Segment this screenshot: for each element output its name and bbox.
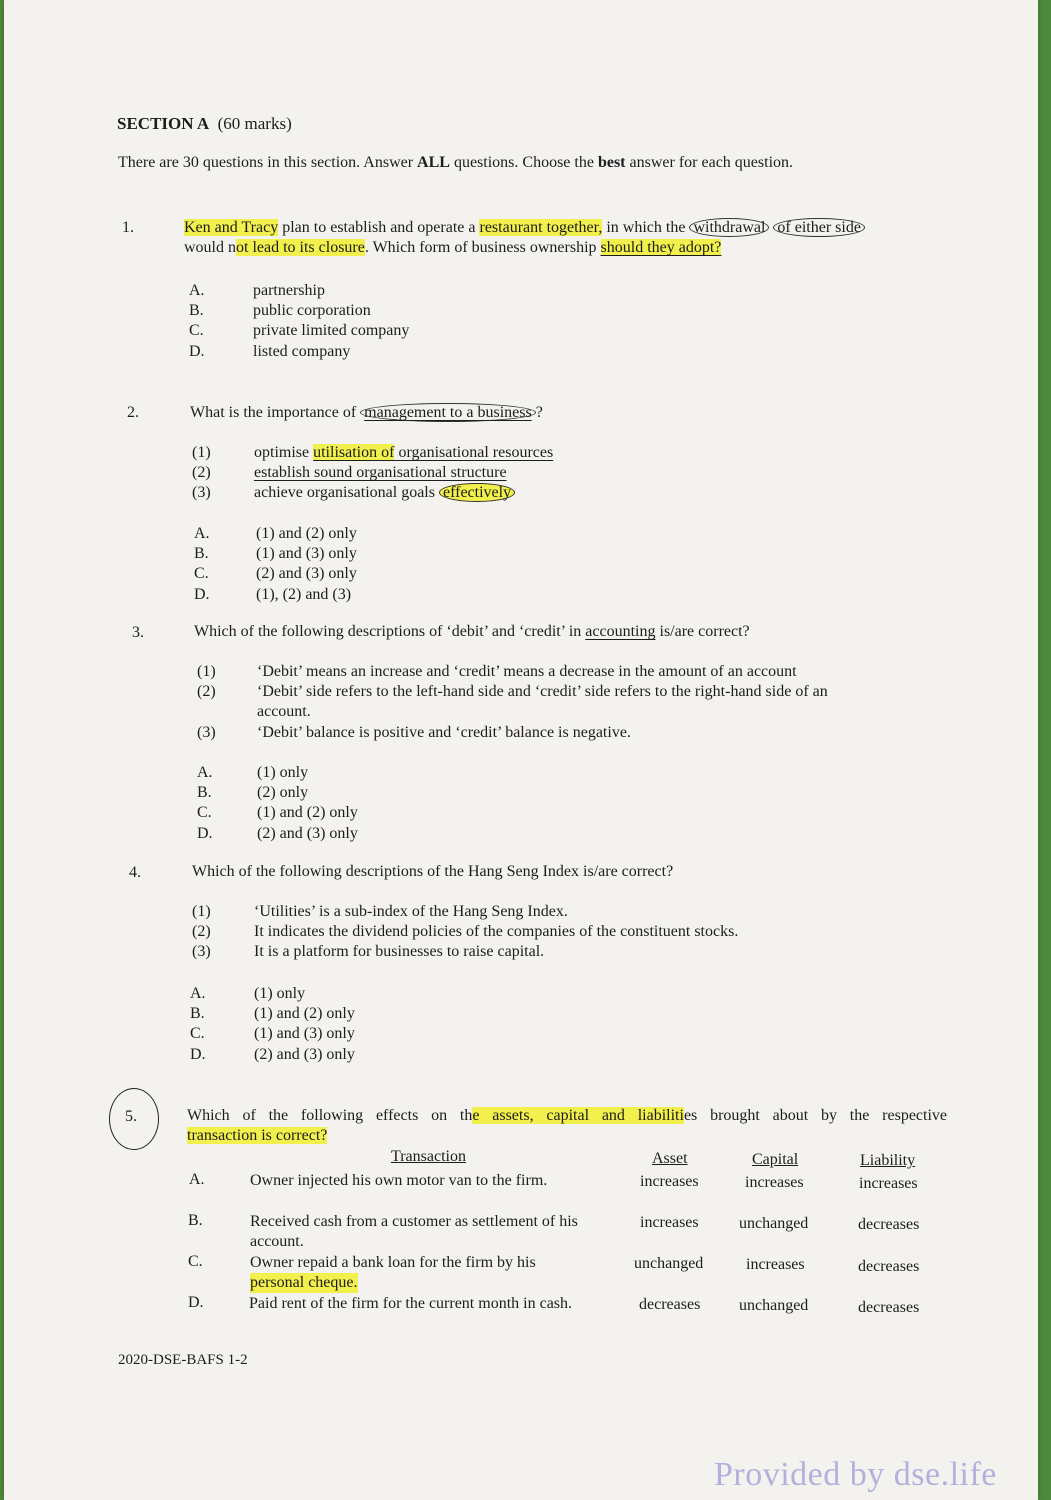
row-asset: increases — [640, 1214, 699, 1231]
option-text: (1) and (2) only — [257, 804, 358, 822]
statement-text: ‘Debit’ balance is positive and ‘credit’ balance is negative. — [257, 723, 631, 741]
stem-text: ? — [535, 404, 543, 421]
statement-number: (1) — [192, 903, 211, 920]
question-4-options — [190, 984, 355, 1065]
option-text: (1) and (2) only — [256, 525, 357, 542]
row-letter[interactable]: B. — [188, 1212, 203, 1229]
option-text: (1) only — [257, 764, 309, 781]
section-title — [117, 114, 292, 134]
question-1-stem — [184, 218, 865, 258]
statement-text: achieve organisational goals — [254, 484, 439, 502]
row-asset: increases — [640, 1173, 699, 1190]
option-text: (1) and (3) only — [256, 545, 357, 563]
option[interactable] — [190, 1024, 355, 1044]
row-capital: unchanged — [739, 1297, 809, 1314]
option[interactable] — [190, 1004, 355, 1024]
statement — [197, 662, 957, 682]
option-letter: D. — [190, 1045, 206, 1063]
statement-number: (2) — [192, 923, 211, 941]
question-number: 4. — [129, 864, 141, 881]
header-liability: Liability — [860, 1152, 916, 1169]
statement-text: establish sound organisational structure — [254, 464, 507, 482]
option[interactable] — [190, 1045, 355, 1065]
header-capital: Capital — [752, 1151, 799, 1168]
statement — [192, 922, 738, 942]
option-letter: B. — [190, 1005, 205, 1023]
question-number: 3. — [132, 624, 144, 641]
statement-number: (1) — [192, 444, 211, 461]
row-transaction: Paid rent of the firm for the current month in cash. — [249, 1295, 573, 1312]
highlight: ot lead to its closure — [236, 239, 365, 256]
stem-text: would n — [184, 239, 236, 256]
option-text: (2) and (3) only — [257, 824, 358, 842]
question-3-statements — [197, 662, 957, 743]
row-letter[interactable]: C. — [188, 1253, 203, 1270]
header-asset: Asset — [652, 1150, 688, 1167]
stem-text: Which of the following descriptions of ‘debit’ and ‘credit’ in — [194, 623, 586, 640]
question-1-options — [189, 281, 409, 362]
option[interactable] — [197, 803, 358, 823]
row-transaction-line: Received cash from a customer as settlement of his — [250, 1213, 578, 1230]
option-letter: D. — [197, 824, 213, 842]
question-number: 2. — [127, 404, 139, 421]
statement-number: (2) — [197, 683, 216, 701]
row-capital: unchanged — [739, 1215, 809, 1232]
stem-text: plan to establish and operate a — [278, 219, 480, 236]
statement-text: It indicates the dividend policies of the companies of the constituent stocks. — [254, 923, 739, 941]
circled-word: effectively — [439, 483, 515, 502]
circled-word: of either side — [773, 218, 865, 237]
statement — [192, 942, 738, 962]
option-text: (2) and (3) only — [254, 1045, 355, 1063]
row-transaction: Owner injected his own motor van to the firm. — [250, 1172, 548, 1189]
option-letter: B. — [189, 302, 204, 320]
stem-text: is/are correct? — [655, 623, 750, 640]
option-text: private limited company — [253, 322, 410, 340]
option[interactable] — [194, 524, 357, 544]
row-capital: increases — [746, 1256, 805, 1273]
row-transaction-line: account. — [250, 1233, 304, 1251]
watermark: Provided by dse.life — [714, 1456, 997, 1493]
question-2-statements — [192, 443, 553, 504]
question-2-options — [194, 524, 357, 605]
exam-page — [4, 0, 1038, 1500]
row-asset: decreases — [639, 1296, 701, 1313]
statement — [197, 682, 957, 702]
statement-continuation — [197, 702, 957, 722]
option-letter: C. — [189, 322, 204, 340]
statement-text: ‘Utilities’ is a sub-index of the Hang Seng Index. — [254, 903, 568, 920]
option-letter: B. — [194, 545, 209, 563]
option[interactable] — [190, 984, 355, 1004]
circled-word: withdrawal — [689, 218, 769, 237]
option[interactable] — [189, 321, 409, 341]
row-transaction-line: Owner repaid a bank loan for the firm by his — [250, 1254, 536, 1271]
header-transaction: Transaction — [391, 1148, 466, 1165]
stem-text: . Which form of business ownership — [364, 239, 601, 256]
option-text: (2) and (3) only — [256, 565, 357, 583]
statement-text: optimise — [254, 444, 314, 461]
stem-text: Which of the following effects on th — [187, 1107, 473, 1124]
question-4-statements — [192, 902, 738, 963]
section-marks: (60 marks) — [217, 114, 292, 133]
question-number: 5. — [125, 1108, 137, 1125]
option[interactable] — [194, 544, 357, 564]
statement-number: (3) — [192, 484, 211, 502]
option-letter: A. — [197, 764, 213, 781]
instructions-all: ALL — [417, 154, 450, 171]
row-asset: unchanged — [634, 1255, 704, 1272]
statement-text: ‘Debit’ means an increase and ‘credit’ means a decrease in the amount of an account — [257, 663, 797, 680]
option[interactable] — [189, 301, 409, 321]
row-transaction — [250, 1212, 578, 1252]
option-letter: C. — [190, 1025, 205, 1043]
row-liability: decreases — [858, 1258, 920, 1275]
stem-text: in which the — [602, 219, 690, 236]
row-transaction — [250, 1253, 536, 1293]
highlight: restaurant together, — [479, 219, 603, 236]
statement-text: account. — [257, 703, 311, 721]
statement-text: ‘Debit’ side refers to the left-hand side and ‘credit’ side refers to the right-hand side of an — [257, 683, 828, 701]
option[interactable] — [194, 564, 357, 584]
option-text: (1), (2) and (3) — [256, 585, 352, 603]
option-letter: A. — [189, 282, 205, 299]
option-text: (1) and (3) only — [254, 1025, 355, 1043]
option-text: (1) and (2) only — [254, 1005, 355, 1023]
highlight: Ken and Tracy — [184, 219, 279, 236]
statement-number: (3) — [192, 943, 211, 961]
stem-text: es brought about by the respective — [683, 1107, 948, 1124]
option-text: partnership — [253, 282, 325, 299]
statement — [192, 463, 553, 483]
option[interactable] — [194, 585, 357, 605]
question-3-stem — [194, 622, 750, 642]
option-letter: C. — [194, 565, 209, 583]
statement — [192, 902, 738, 922]
statement-text: organisational resources — [394, 444, 554, 461]
option[interactable] — [189, 281, 409, 301]
option[interactable] — [197, 824, 358, 844]
highlight: e assets, capital and liabiliti — [472, 1107, 684, 1124]
question-5-stem — [187, 1106, 947, 1146]
row-liability: increases — [859, 1175, 918, 1192]
option-letter: D. — [194, 585, 210, 603]
question-2-stem — [190, 403, 543, 423]
statement-number: (1) — [197, 663, 216, 680]
row-liability: decreases — [858, 1299, 920, 1316]
option[interactable] — [189, 342, 409, 362]
option-letter: A. — [194, 525, 210, 542]
row-capital: increases — [745, 1174, 804, 1191]
circled-word: management to a business — [360, 403, 536, 422]
instructions-best: best — [597, 154, 626, 171]
option[interactable] — [197, 783, 358, 803]
statement — [192, 443, 553, 463]
option-letter: D. — [189, 342, 205, 360]
row-liability: decreases — [858, 1216, 920, 1233]
highlight: should they adopt? — [600, 239, 722, 256]
stem-text: What is the importance of — [190, 404, 361, 421]
option-text: public corporation — [253, 302, 371, 320]
statement-number: (2) — [192, 464, 211, 482]
instructions-text: answer for each question. — [625, 154, 794, 171]
row-letter[interactable]: A. — [189, 1171, 205, 1188]
question-3-options — [197, 763, 358, 844]
underlined-word: accounting — [585, 623, 656, 640]
section-instructions — [118, 154, 793, 172]
page-footer: 2020-DSE-BAFS 1-2 — [118, 1352, 248, 1368]
statement — [192, 483, 553, 503]
option-letter: B. — [197, 784, 212, 802]
option-letter: A. — [190, 985, 206, 1002]
section-name: SECTION A — [117, 114, 210, 133]
option-letter: C. — [197, 804, 212, 822]
option-text: listed company — [253, 342, 351, 360]
statement — [197, 723, 957, 743]
statement-text: It is a platform for businesses to raise capital. — [254, 943, 545, 961]
question-4-stem: Which of the following descriptions of the Hang Seng Index is/are correct? — [192, 863, 674, 880]
option-text: (1) only — [254, 985, 306, 1002]
instructions-text: questions. Choose the — [449, 154, 598, 171]
option-text: (2) only — [257, 784, 309, 802]
highlight: personal cheque. — [250, 1273, 358, 1293]
highlight: utilisation of — [313, 444, 395, 461]
question-number: 1. — [122, 219, 134, 236]
row-letter[interactable]: D. — [188, 1294, 204, 1311]
highlight: transaction is correct? — [187, 1127, 328, 1144]
statement-number: (3) — [197, 723, 216, 741]
option[interactable] — [197, 763, 358, 783]
instructions-text: There are 30 questions in this section. Answer — [118, 154, 418, 171]
